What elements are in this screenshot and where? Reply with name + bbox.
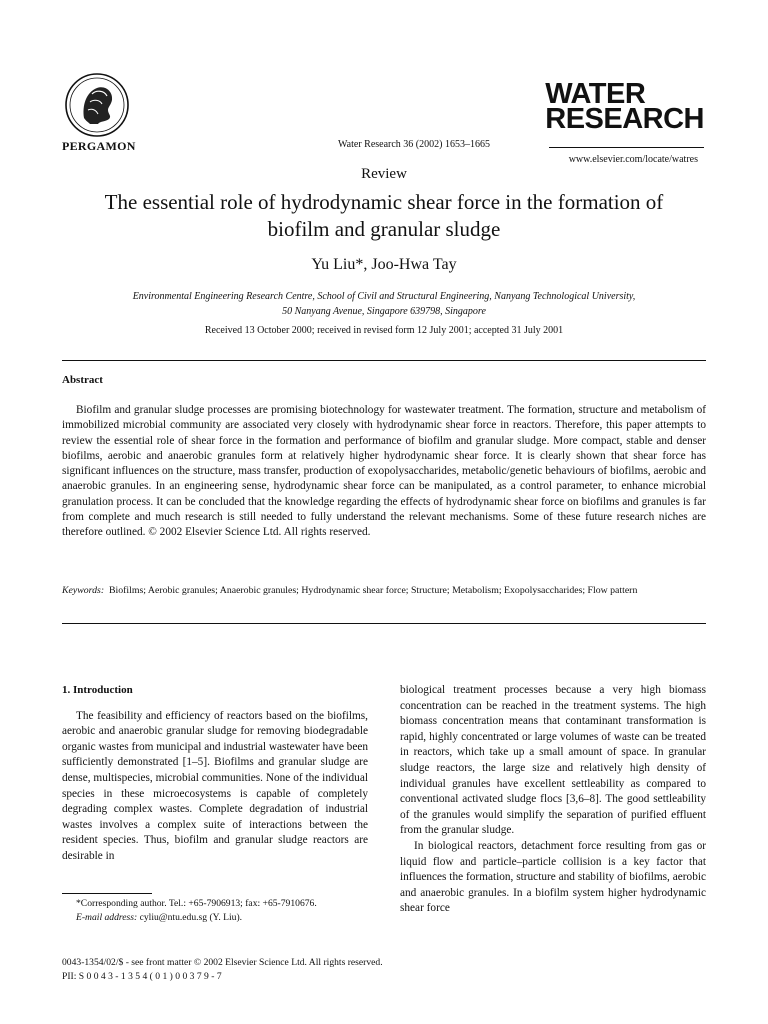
front-matter-line1: 0043-1354/02/$ - see front matter © 2002 Elsevier Science Ltd. All rights reserved. <box>62 957 383 968</box>
footnote-rule <box>62 893 152 894</box>
intro-paragraph-1: The feasibility and efficiency of reactors based on the biofilms, aerobic and anaerobic granular sludge for removing biodegradable organic wastes from municipal and industrial wastewater have been sufficiently demonstrated [1–5]. Biofilms and granular sludge are dense, multispecies, microbial communities. None of the individual species in these microecosystems is capable of completely degrading complex wastes. Complete degradation of industrial wastes involves a complex suite of interactions between the resident species. Thus, biofilm and granular sludge reactors are desirable in <box>62 709 368 862</box>
right-column <box>400 683 706 917</box>
keywords-label: Keywords: <box>62 585 105 596</box>
email-label: E-mail address: <box>76 912 138 923</box>
footnote <box>62 897 368 925</box>
author-list: Yu Liu*, Joo-Hwa Tay <box>311 256 457 273</box>
journal-logo <box>545 78 704 135</box>
intro-paragraph-1-continued: biological treatment processes because a very high biomass concentration can be reached in the treatment systems. The high biomass concentration means that contaminant transformation is rapid, highly concentrated or large volumes of waste can be treated in reactors, which take up a small amount of space. In granular sludge reactors, the large size and relatively high density of individual granules have excellent settleability as compared to conventional activated sludge flocs [3,6–8]. The good settleability of the granules would simplify the separation of purified effluent from the granular sludge. <box>400 684 706 837</box>
paper-title: The essential role of hydrodynamic shear force in the formation of biofilm and granular sludge <box>104 190 664 241</box>
email-note <box>62 911 368 925</box>
abstract-heading: Abstract <box>62 374 103 386</box>
abstract-top-rule <box>62 360 706 361</box>
abstract-bottom-rule <box>62 623 706 624</box>
front-matter <box>62 956 383 984</box>
section-heading-introduction: 1. Introduction <box>62 684 133 696</box>
affiliation-line1: Environmental Engineering Research Centre, School of Civil and Structural Engineering, Nanyang Technological University, <box>132 291 636 302</box>
affiliation-line2: 50 Nanyang Avenue, Singapore 639798, Singapore <box>282 306 486 317</box>
abstract-body: Biofilm and granular sludge processes are promising biotechnology for wastewater treatment. The formation, structure and metabolism of immobilized microbial community are associated very closely with hydrodynamic shear force in reactors. Therefore, this paper attempts to review the essential role of shear force in the formation and performance of biofilm and granular sludge. More compact, stable and denser biofilms, aerobic and anaerobic granules form at relatively higher hydrodynamic shear force. It is clearly shown that shear force has significant influences on the structure, mass transfer, production of exopolysaccharides, metabolic/genetic behaviours of biofilms, aerobic and anaerobic granules. In an engineering sense, hydrodynamic shear force can be manipulated, as a control parameter, to enhance microbial granulation process. It can be concluded that the knowledge regarding the effects of hydrodynamic shear force on biofilms and granules is far from complete and much research is still needed to fully understand the relevant mechanisms. Some of these future research niches are therefore outlined. © 2002 Elsevier Science Ltd. All rights reserved. <box>62 404 706 539</box>
publisher-name: PERGAMON <box>62 139 136 153</box>
journal-logo-line1: WATER <box>545 78 646 110</box>
left-column <box>62 683 368 865</box>
publisher-emblem-logo <box>62 72 132 138</box>
section-label: Review <box>361 166 407 182</box>
keywords <box>62 584 706 598</box>
intro-paragraph-2: In biological reactors, detachment force resulting from gas or liquid flow and particle–particle collision is a key factor that influences the formation, structure and stability of biofilms, aerobic and anaerobic granules. In a biofilm system higher hydrodynamic shear force <box>400 839 706 915</box>
journal-citation: Water Research 36 (2002) 1653–1665 <box>338 139 490 150</box>
journal-logo-line2: RESEARCH <box>545 103 704 135</box>
corresponding-author-note: *Corresponding author. Tel.: +65-7906913; fax: +65-7910676. <box>76 898 317 909</box>
affiliation <box>64 289 704 319</box>
email-address[interactable]: cyliu@ntu.edu.sg (Y. Liu). <box>139 912 243 923</box>
received-dates: Received 13 October 2000; received in revised form 12 July 2001; accepted 31 July 2001 <box>204 325 564 336</box>
journal-url-link[interactable]: www.elsevier.com/locate/watres <box>568 154 698 165</box>
journal-logo-rule <box>549 147 704 148</box>
pii-line: PII: S 0 0 4 3 - 1 3 5 4 ( 0 1 ) 0 0 3 7 9 - 7 <box>62 971 222 982</box>
keywords-list: Biofilms; Aerobic granules; Anaerobic granules; Hydrodynamic shear force; Structure; Metabolism; Exopolysaccharides; Flow pattern <box>109 585 638 596</box>
